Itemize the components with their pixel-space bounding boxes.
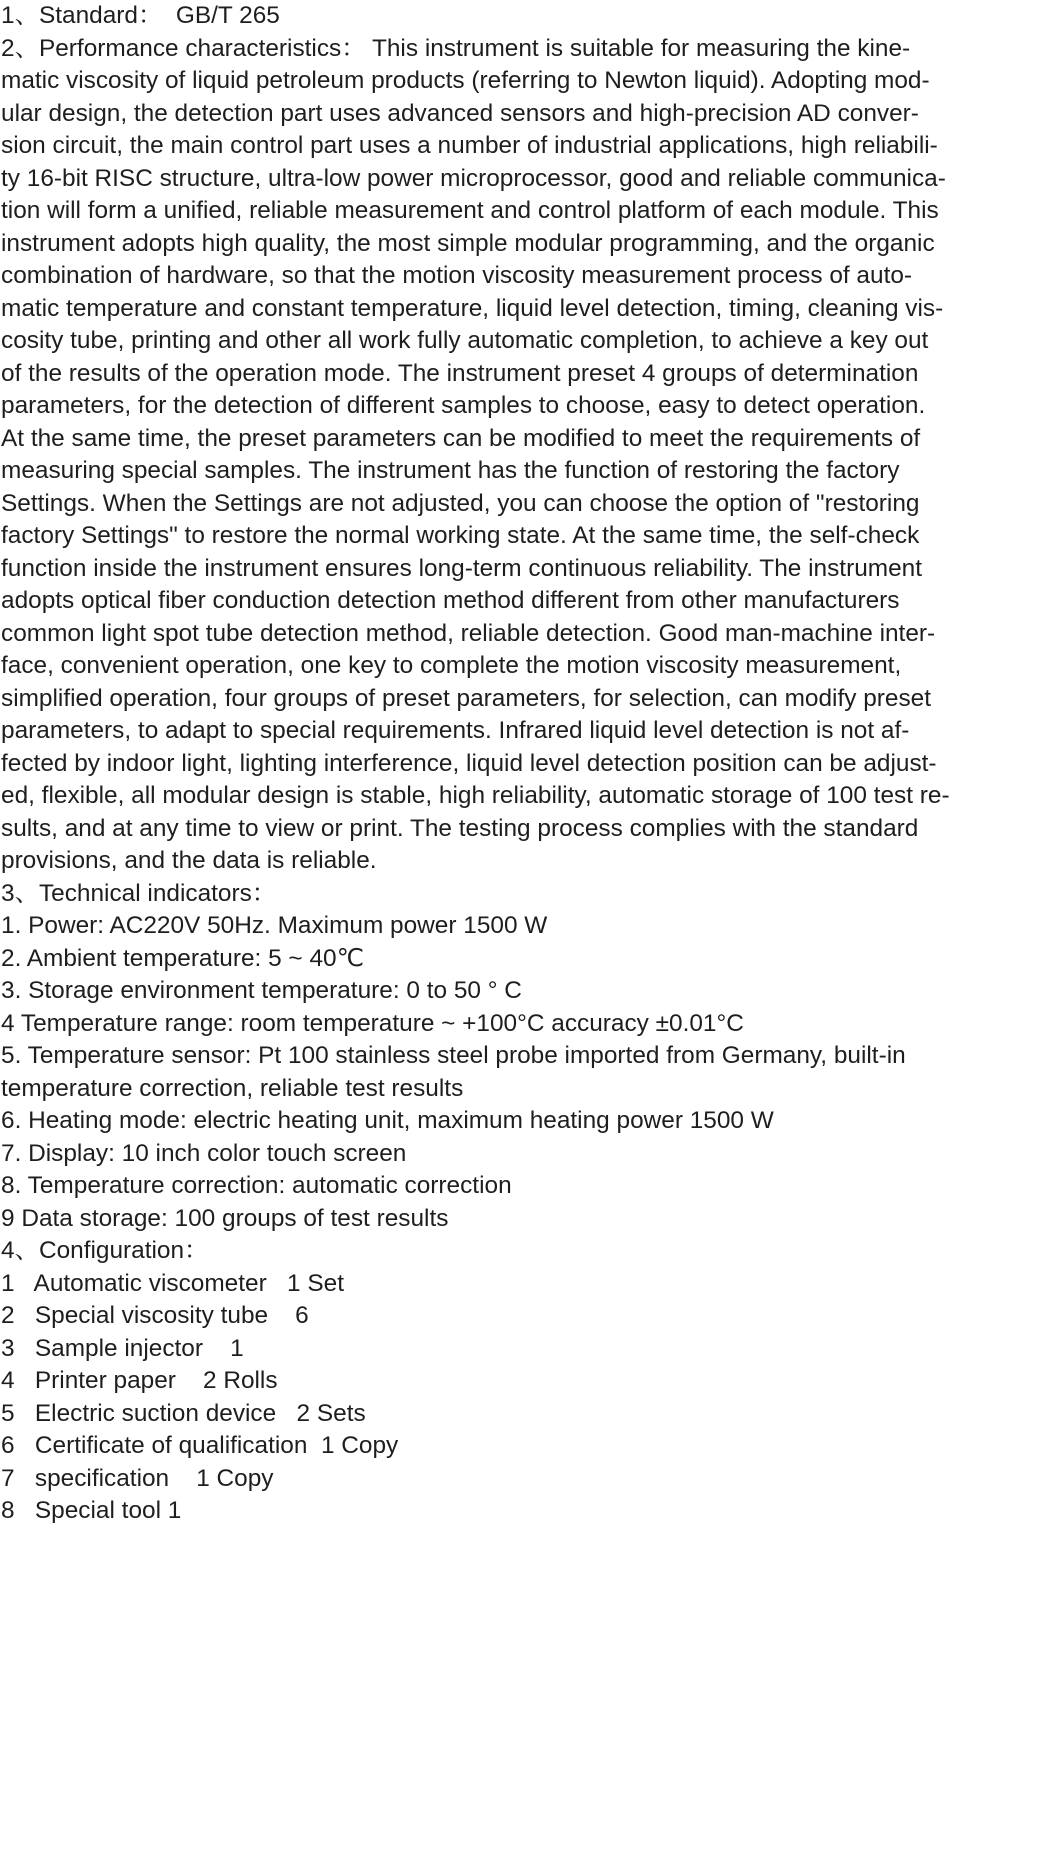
technical-section bbox=[1, 878, 1051, 1236]
technical-item: 1. Power: AC220V 50Hz. Maximum power 1500 W bbox=[1, 912, 548, 939]
configuration-item: 7 specification 1 Copy bbox=[1, 1464, 274, 1492]
performance-line: instrument adopts high quality, the most simple modular programming, and the organic bbox=[1, 229, 935, 257]
performance-line: Settings. When the Settings are not adjusted, you can choose the option of "restoring bbox=[1, 489, 920, 517]
performance-line: combination of hardware, so that the motion viscosity measurement process of auto- bbox=[1, 262, 913, 289]
performance-line: tion will form a unified, reliable measurement and control platform of each module. This bbox=[1, 197, 939, 224]
technical-item: 7. Display: 10 inch color touch screen bbox=[1, 1139, 407, 1167]
performance-line: matic temperature and constant temperature, liquid level detection, timing, cleaning vis- bbox=[1, 294, 944, 322]
performance-line: At the same time, the preset parameters can be modified to meet the requirements of bbox=[1, 424, 921, 452]
technical-item: 3. Storage environment temperature: 0 to 50 ° C bbox=[1, 977, 522, 1004]
performance-line: ular design, the detection part uses advanced sensors and high-precision AD conver- bbox=[1, 99, 919, 127]
configuration-item: 3 Sample injector 1 bbox=[1, 1334, 244, 1362]
performance-line: simplified operation, four groups of preset parameters, for selection, can modify preset bbox=[1, 684, 932, 712]
technical-item: 2. Ambient temperature: 5 ~ 40℃ bbox=[1, 944, 364, 972]
performance-line: sults, and at any time to view or print. The testing process complies with the standard bbox=[1, 814, 919, 842]
configuration-item: 2 Special viscosity tube 6 bbox=[1, 1302, 309, 1329]
technical-item: temperature correction, reliable test results bbox=[1, 1074, 464, 1102]
performance-line: parameters, for the detection of different samples to choose, easy to detect operation. bbox=[1, 392, 926, 419]
configuration-heading: 4、Configuration： bbox=[1, 1237, 209, 1264]
performance-line: parameters, to adapt to special requirements. Infrared liquid level detection is not af- bbox=[1, 717, 910, 744]
document-body bbox=[1, 0, 1051, 1528]
performance-line: function inside the instrument ensures long-term continuous reliability. The instrument bbox=[1, 554, 922, 582]
configuration-section bbox=[1, 1235, 1051, 1528]
performance-line: fected by indoor light, lighting interference, liquid level detection position can be adjust- bbox=[1, 749, 937, 777]
performance-heading: 2、Performance characteristics： bbox=[1, 34, 366, 62]
technical-item: 6. Heating mode: electric heating unit, maximum heating power 1500 W bbox=[1, 1107, 774, 1134]
performance-line: factory Settings" to restore the normal working state. At the same time, the self-check bbox=[1, 522, 920, 549]
performance-line: face, convenient operation, one key to complete the motion viscosity measurement, bbox=[1, 652, 902, 679]
configuration-item: 6 Certificate of qualification 1 Copy bbox=[1, 1432, 399, 1459]
configuration-item: 4 Printer paper 2 Rolls bbox=[1, 1367, 278, 1394]
performance-line: measuring special samples. The instrument has the function of restoring the factory bbox=[1, 457, 900, 484]
performance-line: provisions, and the data is reliable. bbox=[1, 847, 377, 874]
configuration-item: 1 Automatic viscometer 1 Set bbox=[1, 1269, 344, 1297]
standard-line bbox=[1, 0, 1051, 33]
performance-line: sion circuit, the main control part uses a number of industrial applications, high reliabili- bbox=[1, 132, 938, 159]
technical-item: 5. Temperature sensor: Pt 100 stainless steel probe imported from Germany, built-in bbox=[1, 1042, 906, 1069]
standard-heading: 1、Standard： bbox=[1, 2, 163, 29]
technical-item: 4 Temperature range: room temperature ~ +100°C accuracy ±0.01°C bbox=[1, 1009, 744, 1037]
performance-line: This instrument is suitable for measuring the kine- bbox=[371, 34, 911, 62]
performance-line: matic viscosity of liquid petroleum products (referring to Newton liquid). Adopting mod- bbox=[1, 67, 930, 94]
configuration-item: 8 Special tool 1 bbox=[1, 1497, 182, 1524]
performance-first-line bbox=[1, 33, 1051, 66]
technical-heading: 3、Technical indicators： bbox=[1, 879, 277, 907]
performance-line: of the results of the operation mode. The instrument preset 4 groups of determination bbox=[1, 359, 919, 387]
performance-section bbox=[1, 33, 1051, 878]
performance-line: common light spot tube detection method, reliable detection. Good man-machine inter- bbox=[1, 619, 936, 647]
technical-item: 8. Temperature correction: automatic correction bbox=[1, 1172, 512, 1199]
performance-line: ty 16-bit RISC structure, ultra-low power microprocessor, good and reliable communica- bbox=[1, 164, 946, 192]
performance-line: cosity tube, printing and other all work fully automatic completion, to achieve a key out bbox=[1, 327, 929, 354]
configuration-item: 5 Electric suction device 2 Sets bbox=[1, 1399, 366, 1427]
performance-line: adopts optical fiber conduction detection method different from other manufacturers bbox=[1, 587, 900, 614]
standard-value: GB/T 265 bbox=[175, 2, 280, 29]
technical-item: 9 Data storage: 100 groups of test results bbox=[1, 1204, 449, 1232]
performance-line: ed, flexible, all modular design is stable, high reliability, automatic storage of 100 test re- bbox=[1, 782, 950, 809]
